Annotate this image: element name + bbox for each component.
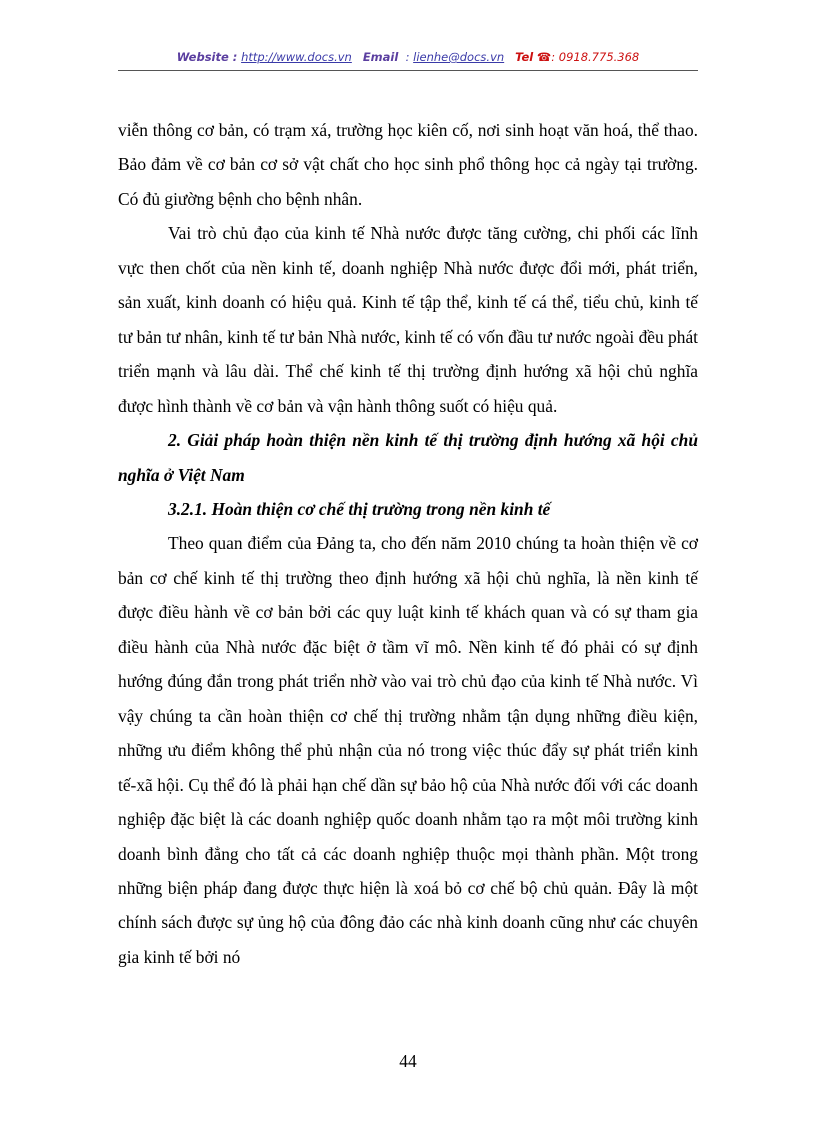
paragraph-continuation: viễn thông cơ bản, có trạm xá, trường học kiên cố, nơi sinh hoạt văn hoá, thể thao. Bảo đảm về cơ bản cơ sở vật chất cho học sinh phổ thông học cả ngày tại trường. Có đủ giường bệnh cho bệnh nhân. (118, 120, 698, 209)
tel-label: Tel (515, 50, 534, 64)
email-label: Email (362, 50, 399, 64)
header-divider (118, 70, 698, 71)
website-label: Website : (176, 50, 238, 64)
email-link[interactable]: lienhe@docs.vn (413, 50, 505, 64)
email-separator: : (405, 50, 410, 64)
document-body (118, 113, 698, 974)
page-number: 44 (399, 1051, 417, 1071)
subsection-heading-3-2-1: 3.2.1. Hoàn thiện cơ chế thị trường trong nền kinh tế (168, 498, 551, 519)
paragraph-market-mechanism: Theo quan điểm của Đảng ta, cho đến năm 2010 chúng ta hoàn thiện về cơ bản cơ chế kinh tế thị trường theo định hướng xã hội chủ nghĩa, là nền kinh tế được điều hành về cơ bản bởi các quy luật kinh tế khách quan và có sự tham gia điều hành của Nhà nước đặc biệt ở tầm vĩ mô. Nền kinh tế đó phải có sự định hướng đúng đắn trong phát triển nhờ vào vai trò chủ đạo của kinh tế Nhà nước. Vì vậy chúng ta cần hoàn thiện cơ chế thị trường nhằm tận dụng những điều kiện, những ưu điểm không thể phủ nhận của nó trong việc thúc đẩy sự phát triển kinh tế-xã hội. Cụ thể đó là phải hạn chế dần sự bảo hộ của Nhà nước đối với các doanh nghiệp đặc biệt là các doanh nghiệp quốc doanh nhằm tạo ra một môi trường kinh doanh bình đẳng cho tất cả các doanh nghiệp thuộc mọi thành phần. Một trong những biện pháp đang được thực hiện là xoá bỏ cơ chế bộ chủ quản. Đây là một chính sách được sự ủng hộ của đông đảo các nhà kinh doanh cũng như các chuyên gia kinh tế bởi nó (118, 533, 698, 967)
paragraph-state-economy: Vai trò chủ đạo của kinh tế Nhà nước được tăng cường, chi phối các lĩnh vực then chốt của nền kinh tế, doanh nghiệp Nhà nước được đổi mới, phát triển, sản xuất, kinh doanh có hiệu quả. Kinh tế tập thể, kinh tế cá thể, tiểu chủ, kinh tế tư bản tư nhân, kinh tế tư bản Nhà nước, kinh tế có vốn đầu tư nước ngoài đều phát triển mạnh và lâu dài. Thể chế kinh tế thị trường định hướng xã hội chủ nghĩa được hình thành về cơ bản và vận hành thông suốt có hiệu quả. (118, 223, 698, 416)
section-heading-2: 2. Giải pháp hoàn thiện nền kinh tế thị trường định hướng xã hội chủ nghĩa ở Việt Nam (118, 430, 698, 485)
tel-value: : 0918.775.368 (551, 50, 640, 64)
page-header (118, 50, 698, 64)
website-link[interactable]: http://www.docs.vn (241, 50, 352, 64)
phone-icon: ☎ (536, 50, 552, 64)
